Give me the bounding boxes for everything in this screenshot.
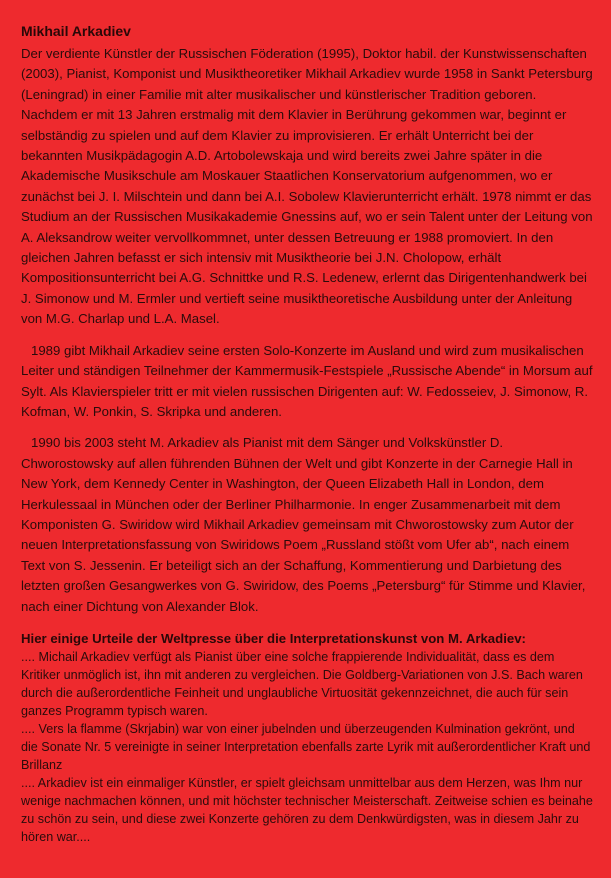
biography-paragraph: 1990 bis 2003 steht M. Arkadiev als Pianist mit dem Sänger und Volkskünstler D. Chworostowsky auf allen führenden Bühnen der Welt und gibt Konzerte in der Carnegie Hall in New York, dem Kennedy Center in Washington, der Queen Elizabeth Hall in London, dem Herkulessaal in München oder der Berliner Philharmonie. In enger Zusammenarbeit mit dem Komponisten G. Swiridow wird Mikhail Arkadiev gemeinsam mit Chworostowsky zum Autor der neuen Interpretationsfassung von Swiridows Poem „Russland stößt vom Ufer ab“, nach einem Text von S. Jessenin. Er beteiligt sich an der Schaffung, Kommentierung und Darbietung des letzten großen Gesangwerkes von G. Swiridow, des Poems „Petersburg“ für Stimme und Klavier, nach einer Dichtung von Alexander Blok. — [21, 435, 586, 614]
document-title: Mikhail Arkadiev — [21, 23, 131, 39]
press-quote: .... Michail Arkadiev verfügt als Pianist über eine solche frappierende Individualität, dass es dem Kritiker unmöglich ist, ihn mit anderen zu vergleichen. Die Goldberg-Variationen von J.S. Bach waren durch die außerordentliche Feinheit und unglaubliche Virtuosität gekennzeichnet, die auch für sein ganzes Programm typisch waren. — [21, 650, 583, 718]
press-heading: Hier einige Urteile der Weltpresse über die Interpretationskunst von M. Arkadiev: — [21, 631, 526, 646]
press-quote: .... Vers la flamme (Skrjabin) war von einer jubelnden und überzeugenden Kulmination gekrönt, und die Sonate Nr. 5 vereinigte in seiner Interpretation ebenfalls zarte Lyrik mit außerordentlicher Kraft und Brillanz — [21, 722, 591, 772]
biography-section — [21, 44, 593, 617]
press-reviews-section — [21, 629, 593, 846]
press-quote: .... Arkadiev ist ein einmaliger Künstler, er spielt gleichsam unmittelbar aus dem Herzen, was Ihm nur wenige nachmachen können, und mit höchster technischer Meisterschaft. Zeitweise schien es beinahe zu schön zu sein, und diese zwei Konzerte gehören zu dem Denkwürdigsten, was in diesem Jahr zu hören war.... — [21, 776, 593, 844]
biography-paragraph: 1989 gibt Mikhail Arkadiev seine ersten Solo-Konzerte im Ausland und wird zum musikalischen Leiter und ständigen Teilnehmer der Kammermusik-Festspiele „Russische Abende“ in Morsum auf Sylt. Als Klavierspieler tritt er mit vielen russischen Dirigenten auf: W. Fedosseiev, J. Simonow, R. Kofman, W. Ponkin, S. Skripka und anderen. — [21, 342, 593, 419]
biography-paragraph: Der verdiente Künstler der Russischen Föderation (1995), Doktor habil. der Kunstwissenschaften (2003), Pianist, Komponist und Musiktheoretiker Mikhail Arkadiev wurde 1958 in Sankt Petersburg (Leningrad) in einer Familie mit alter musikalischer und künstlerischer Tradition geboren. Nachdem er mit 13 Jahren erstmalig mit dem Klavier in Berührung gekommen war, beginnt er selbständig zu spielen und auf dem Klavier zu improvisieren. Er erhält Unterricht bei der bekannten Musikpädagogin A.D. Artobolewskaja und wird bereits zwei Jahre später in die Akademische Musikschule am Moskauer Staatlichen Konservatorium aufgenommen, wo er zunächst bei J. I. Milschtein und dann bei A.I. Sobolew Klavierunterricht erhält. 1978 nimmt er das Studium an der Russischen Musikakademie Gnessins auf, wo er sein Talent unter der Leitung von A. Aleksandrow weiter vervollkommnet, unter dessen Betreuung er 1988 promoviert. In den gleichen Jahren befasst er sich intensiv mit Musiktheorie bei J.N. Cholopow, erhält Kompositionsunterricht bei A.G. Schnittke und R.S. Ledenew, erlernt das Dirigentenhandwerk bei J. Simonow und M. Ermler und vertieft seine musiktheoretische Ausbildung unter der Anleitung von M.G. Charlap und L.A. Masel. — [21, 46, 593, 327]
